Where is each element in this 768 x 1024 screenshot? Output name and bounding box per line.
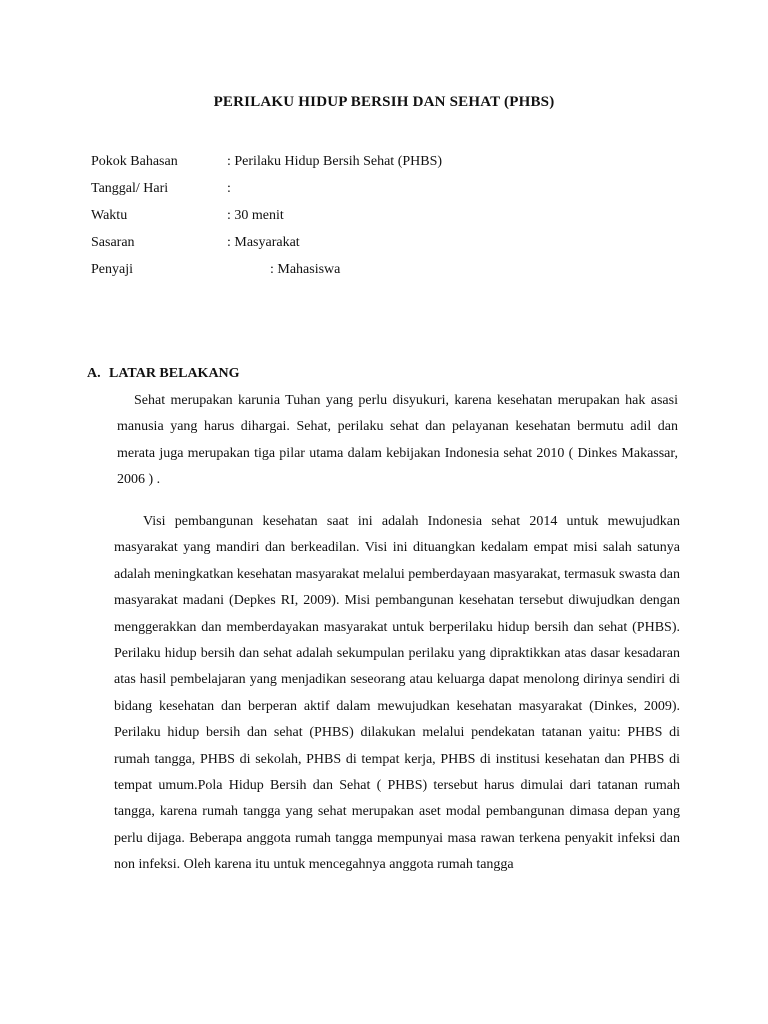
info-value: : Mahasiswa (270, 262, 341, 277)
info-label: Penyaji (91, 262, 133, 277)
info-label: Waktu (91, 208, 128, 223)
document-title: PERILAKU HIDUP BERSIH DAN SEHAT (PHBS) (213, 94, 555, 110)
info-table (91, 152, 591, 287)
info-label: Sasaran (91, 235, 135, 250)
info-row-time (91, 206, 591, 233)
paragraph: Sehat merupakan karunia Tuhan yang perlu disyukuri, karena kesehatan merupakan hak asasi manusia yang harus dihargai. Sehat, perilaku sehat dan pelayanan kesehatan bermutu adil dan merata juga merupakan tiga pilar utama dalam kebijakan Indonesia sehat 2010 ( Dinkes Makassar, 2006 ) . (117, 393, 678, 488)
info-row-target (91, 233, 591, 260)
info-value: : 30 menit (227, 208, 284, 223)
paragraph: Visi pembangunan kesehatan saat ini adalah Indonesia sehat 2014 untuk mewujudkan masyarakat yang mandiri dan berkeadilan. Visi ini dituangkan kedalam empat misi salah satunya adalah meningkatkan kesehatan masyarakat melalui pemberdayaan masyarakat, termasuk swasta dan masyarakat madani (Depkes RI, 2009). Misi pembangunan kesehatan tersebut diwujudkan dengan menggerakkan dan memberdayakan masyarakat untuk berperilaku hidup bersih dan sehat (PHBS). Perilaku hidup bersih dan sehat adalah sekumpulan perilaku yang dipraktikkan atas dasar kesadaran atas hasil pembelajaran yang menjadikan seseorang atau keluarga dapat menolong dirinya sendiri di bidang kesehatan dan berperan aktif dalam mewujudkan kesehatan masyarakat (Dinkes, 2009). Perilaku hidup bersih dan sehat (PHBS) dilakukan melalui pendekatan tatanan yaitu: PHBS di rumah tangga, PHBS di sekolah, PHBS di tempat kerja, PHBS di institusi kesehatan dan PHBS di tempat umum.Pola Hidup Bersih dan Sehat ( PHBS) tersebut harus dimulai dari tatanan rumah tangga, karena rumah tangga yang sehat merupakan aset modal pembangunan dimasa depan yang perlu dijaga. Beberapa anggota rumah tangga mempunyai masa rawan terkena penyakit infeksi dan non infeksi. Oleh karena itu untuk mencegahnya anggota rumah tangga (114, 514, 680, 873)
info-value: : Perilaku Hidup Bersih Sehat (PHBS) (227, 154, 443, 169)
info-label: Tanggal/ Hari (91, 181, 169, 196)
info-row-topic (91, 152, 591, 179)
section-title: LATAR BELAKANG (109, 366, 240, 381)
section-letter: A. (87, 366, 101, 381)
info-row-date (91, 179, 591, 206)
info-value: : (227, 181, 231, 196)
info-label: Pokok Bahasan (91, 154, 178, 169)
info-row-presenter (91, 260, 591, 287)
info-value: : Masyarakat (227, 235, 300, 250)
section-heading (87, 366, 240, 382)
